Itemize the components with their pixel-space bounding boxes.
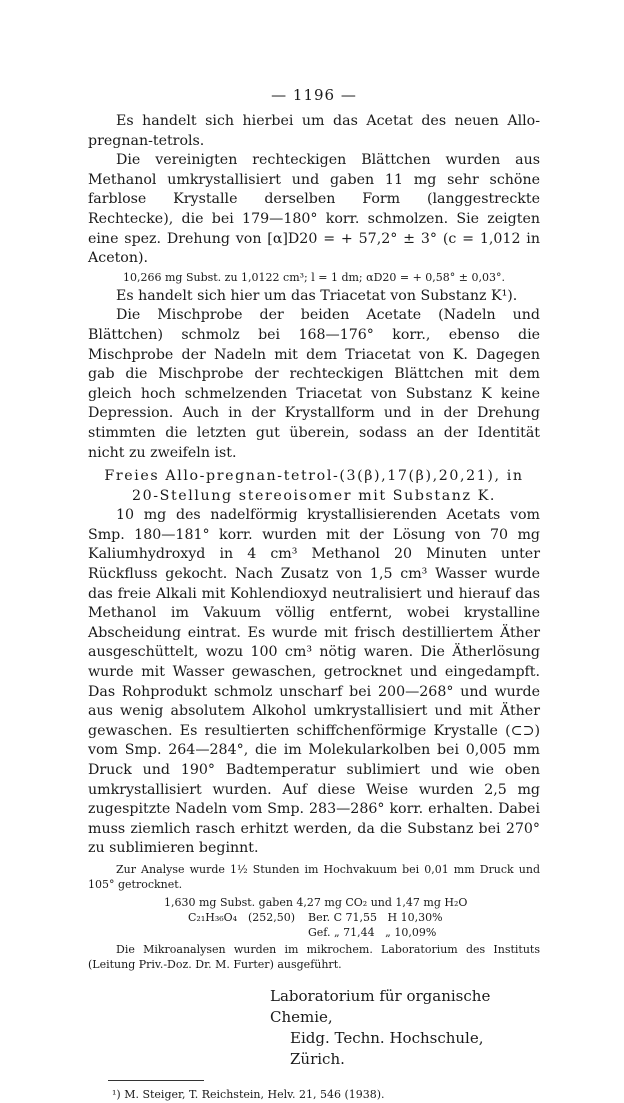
calculated-values: Ber. C 71,55 H 10,30%: [308, 910, 443, 924]
paragraph-acetate: Es handelt sich hierbei um das Acetat des neuen Allo-pregnan-tetrols.: [88, 113, 540, 149]
analysis-line: 1,630 mg Subst. gaben 4,27 mg CO₂ und 1,47 mg H₂O: [164, 895, 468, 909]
molecular-weight: (252,50): [248, 910, 296, 924]
paragraph-triacetate: Es handelt sich hier um das Triacetat von Substanz K¹).: [116, 287, 518, 304]
microanalysis-note: Die Mikroanalysen wurden im mikrochem. Laboratorium des Instituts (Leitung Priv.-Doz. Dr. M. Furter) ausgeführt.: [88, 942, 540, 971]
found-values: Gef. „ 71,44 „ 10,09%: [308, 925, 437, 939]
analysis-drying-note: Zur Analyse wurde 1½ Stunden im Hochvakuum bei 0,01 mm Druck und 105° getrocknet.: [88, 862, 540, 891]
paragraph-rectangles: Die vereinigten rechteckigen Blättchen wurden aus Methanol umkrystallisiert und gaben 11 mg sehr schöne farblose Krystalle derselben Form (langgestreckte Rechtecke), die bei 179—180° korr. schmolzen. Sie zeigten eine spez. Drehung von [α]D20 = + 57,2° ± 3° (c = 1,012 in Aceton).: [88, 152, 540, 267]
paragraph-procedure: 10 mg des nadelförmig krystallisierenden Acetats vom Smp. 180—181° korr. wurden mit der Lösung von 70 mg Kaliumhydroxyd in 4 cm³ Methanol 20 Minuten unter Rückfluss gekocht. Nach Zusatz von 1,5 cm³ Wasser wurde das freie Alkali mit Kohlendioxyd neutralisiert und hierauf das Methanol im Vakuum völlig entfernt, wobei krystalline Abscheidung eintrat. Es wurde mit frisch destilliertem Äther ausgeschüttelt, wozu 100 cm³ nötig waren. Die Ätherlösung wurde mit Wasser gewaschen, getrocknet und eingedampft. Das Rohprodukt schmolz unscharf bei 200—268° und wurde aus wenig absolutem Alkohol umkrystallisiert und mit Äther gewaschen. Es resultierten schiffchenförmige Krystalle (⊂⊃) vom Smp. 264—284°, die im Molekularkolben bei 0,005 mm Druck und 190° Badtemperatur sublimiert und wie oben umkrystallisiert wurden. Auf diese Weise wurden 2,5 mg zugespitzte Nadeln vom Smp. 283—286° korr. erhalten. Dabei muss ziemlich rasch erhitzt werden, da die Substanz bei 270° zu sublimieren beginnt.: [88, 507, 540, 857]
page-number: — 1196 —: [271, 86, 357, 104]
section-title: Freies Allo-pregnan-tetrol-(3(β),17(β),20,21), in 20-Stellung stereoisomer mit Substanz K.: [104, 468, 524, 504]
institution-block: [88, 986, 540, 1070]
analysis-block: [88, 895, 540, 940]
molecular-formula: C₂₁H₃₆O₄: [188, 910, 238, 924]
rotation-measurement: 10,266 mg Subst. zu 1,0122 cm³; l = 1 dm; αD20 = + 0,58° ± 0,03°.: [123, 270, 505, 284]
institution-line-2: Eidg. Techn. Hochschule, Zürich.: [290, 1028, 484, 1068]
paragraph-mixed-sample: Die Mischprobe der beiden Acetate (Nadeln und Blättchen) schmolz bei 168—176° korr., ebenso die Mischprobe der Nadeln mit dem Triacetat von K. Dagegen gab die Mischprobe der rechteckigen Blättchen mit dem gleich hoch schmelzenden Triacetat von Substanz K keine Depression. Auch in der Krystallform und in der Drehung stimmten die letzten gut überein, sodass an der Identität nicht zu zweifeln ist.: [88, 307, 540, 461]
institution-line-1: Laboratorium für organische Chemie,: [270, 986, 491, 1026]
footnote-divider: [108, 1080, 204, 1081]
footnote: ¹) M. Steiger, T. Reichstein, Helv. 21, 546 (1938).: [112, 1087, 385, 1101]
page-content: [88, 86, 540, 1103]
